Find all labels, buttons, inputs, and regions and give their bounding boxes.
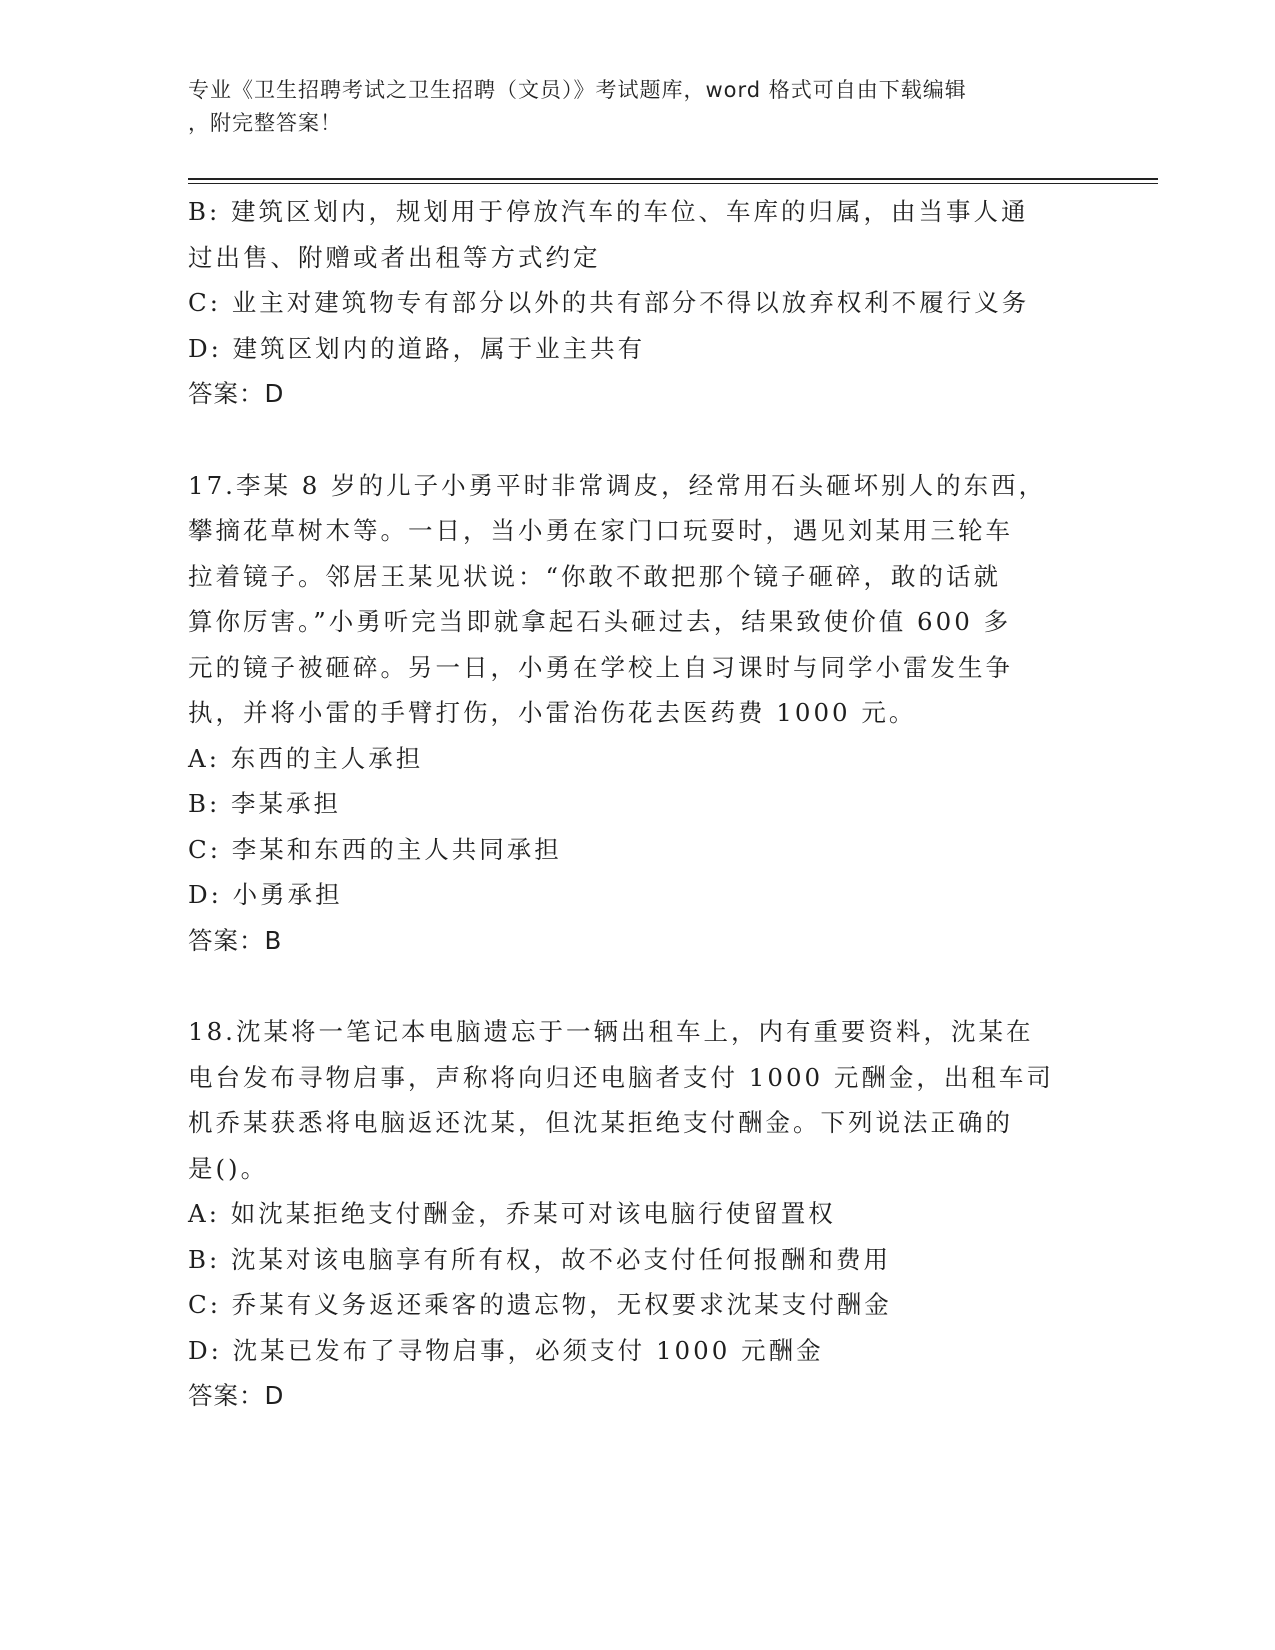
question-stem-line: 拉着镜子。邻居王某见状说：“你敢不敢把那个镜子砸碎，敢的话就 [188, 561, 1002, 591]
question-stem-line: 机乔某获悉将电脑返还沈某，但沈某拒绝支付酬金。下列说法正确的 [188, 1108, 1013, 1137]
option-c: C: 乔某有义务返还乘客的遗忘物，无权要求沈某支付酬金 [188, 1290, 892, 1319]
answer-text: 答案：D [188, 1381, 285, 1410]
prev-question-options [188, 189, 1088, 417]
option-b: B: 沈某对该电脑享有所有权，故不必支付任何报酬和费用 [188, 1244, 892, 1274]
option-c: C: 业主对建筑物专有部分以外的共有部分不得以放弃权利不履行义务 [188, 288, 1030, 317]
option-a: A: 如沈某拒绝支付酬金，乔某可对该电脑行使留置权 [188, 1199, 836, 1228]
question-spacer [188, 963, 1088, 1009]
question-stem-line: 17.李某 8 岁的儿子小勇平时非常调皮，经常用石头砸坏别人的东西， [188, 470, 1047, 500]
question-18 [188, 1009, 1088, 1419]
question-stem-line: 算你厉害。”小勇听完当即就拿起石头砸过去，结果致使价值 600 多 [188, 607, 1012, 636]
question-stem-line: 元的镜子被砸碎。另一日，小勇在学校上自习课时与同学小雷发生争 [188, 652, 1013, 682]
header-divider-thin [188, 183, 1158, 184]
question-stem-line: 是()。 [188, 1153, 269, 1183]
option-d: D: 小勇承担 [188, 880, 343, 909]
answer-text: 答案：B [188, 925, 283, 955]
question-spacer [188, 417, 1088, 463]
document-header [188, 74, 1068, 140]
question-stem-line: 电台发布寻物启事，声称将向归还电脑者支付 1000 元酬金，出租车司 [188, 1062, 1054, 1092]
option-a: A: 东西的主人承担 [188, 743, 424, 773]
option-c: C: 李某和东西的主人共同承担 [188, 834, 562, 864]
option-b-line-2: 过出售、附赠或者出租等方式约定 [188, 242, 601, 272]
option-b-line-1: B: 建筑区划内，规划用于停放汽车的车位、车库的归属，由当事人通 [188, 197, 1029, 226]
question-stem-line: 攀摘花草树木等。一日，当小勇在家门口玩耍时，遇见刘某用三轮车 [188, 516, 1013, 545]
option-d: D: 沈某已发布了寻物启事，必须支付 1000 元酬金 [188, 1335, 824, 1365]
header-line-1: 专业《卫生招聘考试之卫生招聘（文员）》考试题库，word 格式可自由下载编辑 [188, 78, 967, 102]
question-stem-line: 执，并将小雷的手臂打伤，小雷治伤花去医药费 1000 元。 [188, 698, 917, 727]
document-body [188, 189, 1088, 1419]
answer-text: 答案：D [188, 379, 285, 408]
header-divider-thick [188, 178, 1158, 180]
question-stem-line: 18.沈某将一笔记本电脑遗忘于一辆出租车上，内有重要资料，沈某在 [188, 1017, 1034, 1046]
option-d: D: 建筑区划内的道路，属于业主共有 [188, 333, 646, 363]
option-b: B: 李某承担 [188, 789, 342, 818]
question-17 [188, 463, 1088, 964]
header-line-2: ，附完整答案！ [188, 111, 342, 135]
